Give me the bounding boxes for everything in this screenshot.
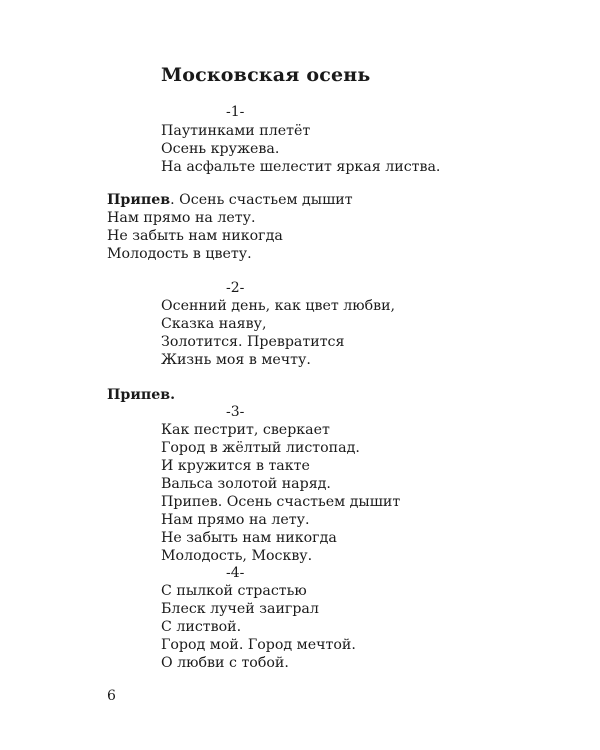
verse-line: С пылкой страстью <box>161 583 307 599</box>
verse-line: Жизнь моя в мечту. <box>161 352 311 368</box>
stanza-number: -1- <box>226 104 245 120</box>
chorus-line: Не забыть нам никогда <box>107 228 283 244</box>
verse-line: Осень кружева. <box>161 141 280 157</box>
chorus-line: Молодость в цвету. <box>107 246 252 262</box>
chorus-line: Нам прямо на лету. <box>107 210 256 226</box>
verse-line: Сказка наяву, <box>161 316 267 332</box>
stanza-number: -2- <box>226 280 245 296</box>
chorus-label: Припев. <box>107 387 176 403</box>
chorus-line-rest: . Осень счастьем дышит <box>170 192 353 208</box>
page-title: Московская осень <box>161 64 371 86</box>
verse-line: На асфальте шелестит яркая листва. <box>161 159 441 175</box>
verse-line: Паутинками плетёт <box>161 123 311 139</box>
verse-line: Как пестрит, сверкает <box>161 422 330 438</box>
verse-line: Блеск лучей заиграл <box>161 601 319 617</box>
chorus-first-line <box>107 191 353 209</box>
verse-line: Не забыть нам никогда <box>161 530 337 546</box>
verse-line: Город в жёлтый листопад. <box>161 440 360 456</box>
verse-line: С листвой. <box>161 619 242 635</box>
verse-line: Вальса золотой наряд. <box>161 476 331 492</box>
verse-line: Осенний день, как цвет любви, <box>161 298 396 314</box>
page-number: 6 <box>107 688 116 704</box>
verse-line: Нам прямо на лету. <box>161 512 310 528</box>
verse-line: О любви с тобой. <box>161 655 289 671</box>
verse-line: Молодость, Москву. <box>161 548 313 564</box>
stanza-number: -3- <box>226 404 245 420</box>
stanza-number: -4- <box>226 565 245 581</box>
verse-line: И кружится в такте <box>161 458 310 474</box>
verse-line: Город мой. Город мечтой. <box>161 637 356 653</box>
chorus-label: Припев <box>107 192 171 208</box>
verse-line: Золотится. Превратится <box>161 334 345 350</box>
verse-line: Припев. Осень счастьем дышит <box>161 494 401 510</box>
